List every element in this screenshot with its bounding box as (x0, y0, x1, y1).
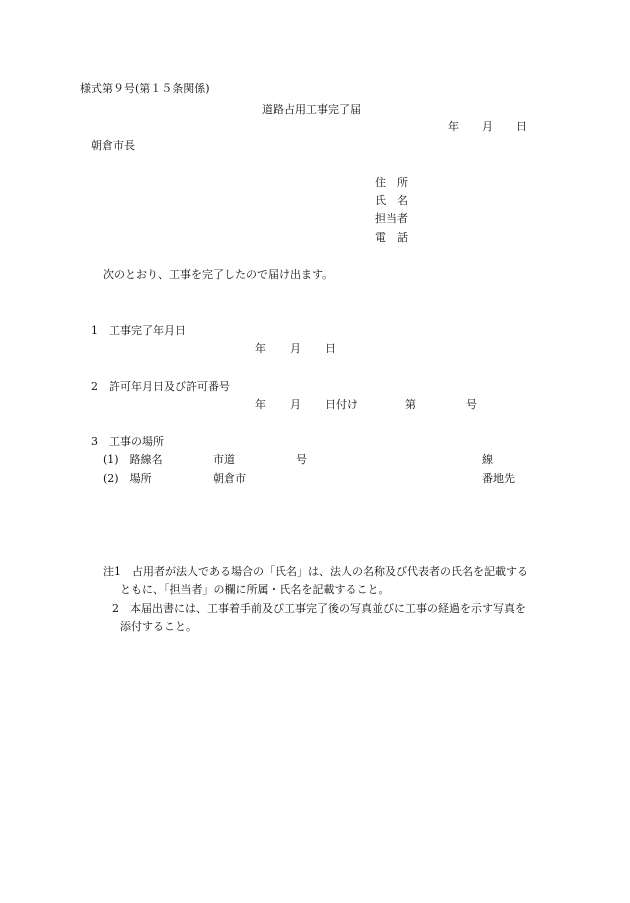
document-title: 道路占用工事完了届 (262, 103, 361, 116)
addressee: 朝倉市長 (91, 139, 135, 152)
note2-line2: 添付すること。 (120, 620, 197, 633)
route-line-suffix: 線 (482, 453, 493, 466)
permit-number-suffix: 号 (466, 398, 477, 411)
note2-line1: 2 本届出書には、工事着手前及び工事完了後の写真並びに工事の経過を示す写真を (112, 602, 526, 615)
completion-month: 月 (290, 342, 301, 355)
completion-year: 年 (255, 342, 266, 355)
item-location-label: 3 工事の場所 (91, 435, 164, 448)
applicant-name-label: 氏 名 (375, 194, 408, 207)
route-city-road: 市道 (213, 453, 235, 466)
permit-number-prefix: 第 (405, 398, 416, 411)
item-permit-label: 2 許可年月日及び許可番号 (91, 380, 230, 393)
applicant-phone-label: 電 話 (375, 231, 408, 244)
permit-year: 年 (255, 398, 266, 411)
item-completion-date-label: 1 工事完了年月日 (91, 324, 186, 337)
header-date-day: 日 (516, 120, 527, 133)
statement: 次のとおり、工事を完了したので届け出ます。 (103, 268, 334, 281)
completion-day: 日 (325, 342, 336, 355)
place-lot-suffix: 番地先 (482, 472, 515, 485)
permit-month: 月 (290, 398, 301, 411)
header-date-year: 年 (448, 120, 459, 133)
note1-line1: 注1 占用者が法人である場合の「氏名」は、法人の名称及び代表者の氏名を記載する (103, 565, 528, 578)
place-city: 朝倉市 (213, 472, 246, 485)
place-label: (2) 場所 (103, 472, 152, 485)
permit-dated: 日付け (325, 398, 358, 411)
header-date-month: 月 (482, 120, 493, 133)
note1-line2: ともに、「担当者」の欄に所属・氏名を記載すること。 (120, 583, 390, 596)
route-label: (1) 路線名 (103, 453, 163, 466)
applicant-address-label: 住 所 (375, 176, 408, 189)
applicant-contact-label: 担当者 (375, 212, 408, 225)
route-number-suffix: 号 (296, 453, 307, 466)
form-number: 様式第９号(第１５条関係) (80, 82, 210, 95)
